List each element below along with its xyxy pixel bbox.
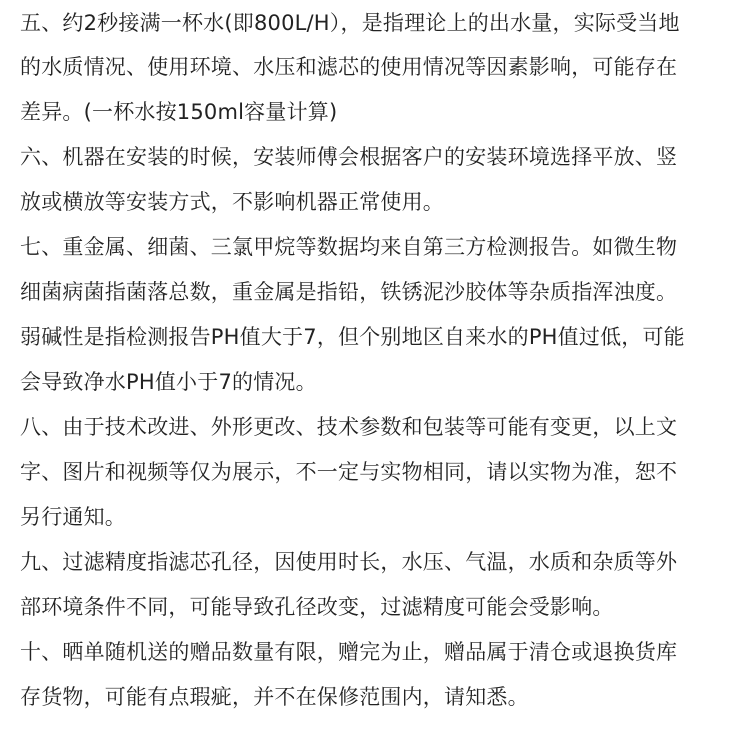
paragraph-8-line-2: 字、图片和视频等仅为展示，不一定与实物相同，请以实物为准，恕不 (20, 460, 678, 484)
paragraph-7-line-4: 会导致净水PH值小于7的情况。 (20, 370, 317, 394)
paragraph-7-line-3: 弱碱性是指检测报告PH值大于7，但个别地区自来水的PH值过低，可能 (20, 325, 685, 349)
paragraph-5-line-1: 五、约2秒接满一杯水(即800L/H），是指理论上的出水量，实际受当地 (20, 11, 680, 35)
paragraph-9-line-2: 部环境条件不同，可能导致孔径改变，过滤精度可能会受影响。 (20, 595, 614, 619)
paragraph-6-line-1: 六、机器在安装的时候，安装师傅会根据客户的安装环境选择平放、竖 (20, 145, 678, 169)
paragraph-7-line-2: 细菌病菌指菌落总数，重金属是指铅，铁锈泥沙胶体等杂质指浑浊度。 (20, 280, 678, 304)
paragraph-7-line-1: 七、重金属、细菌、三氯甲烷等数据均来自第三方检测报告。如微生物 (20, 235, 678, 259)
paragraph-6-line-2: 放或横放等安装方式，不影响机器正常使用。 (20, 190, 444, 214)
paragraph-10-line-1: 十、晒单随机送的赠品数量有限，赠完为止，赠品属于清仓或退换货库 (20, 640, 678, 664)
paragraph-10-line-2: 存货物，可能有点瑕疵，并不在保修范围内，请知悉。 (20, 685, 529, 709)
paragraph-8-line-3: 另行通知。 (20, 505, 126, 529)
paragraph-8-line-1: 八、由于技术改进、外形更改、技术参数和包装等可能有变更，以上文 (20, 415, 678, 439)
paragraph-5-line-3: 差异。(一杯水按150ml容量计算) (20, 100, 338, 124)
paragraph-9-line-1: 九、过滤精度指滤芯孔径，因使用时长，水压、气温，水质和杂质等外 (20, 550, 678, 574)
paragraph-5-line-2: 的水质情况、使用环境、水压和滤芯的使用情况等因素影响，可能存在 (20, 55, 678, 79)
